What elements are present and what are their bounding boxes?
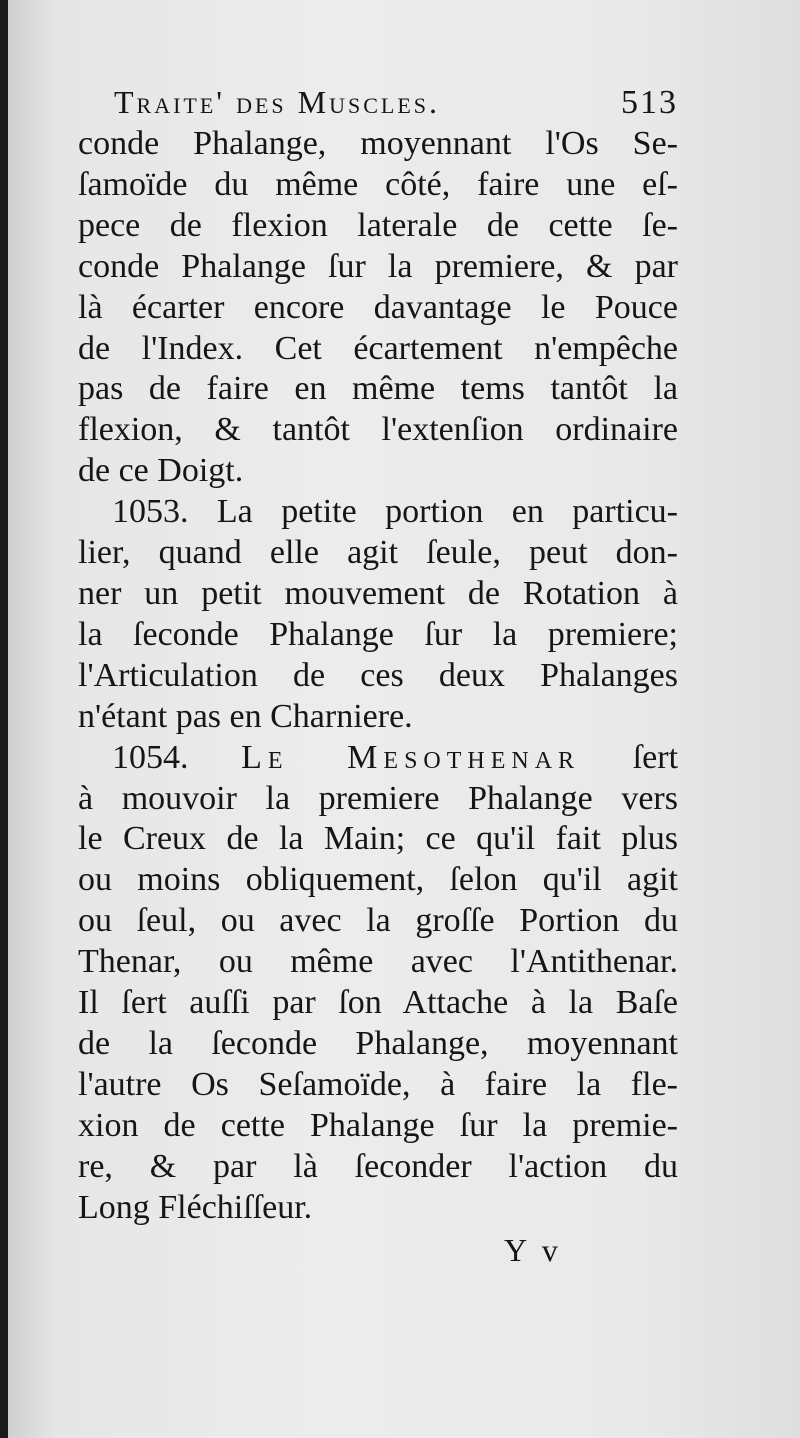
text-line: de l'Index. Cet écartement n'empêche — [78, 329, 678, 367]
text-line: 1053. La petite portion en particu- — [112, 493, 678, 531]
catchword: Y v — [504, 1232, 562, 1268]
text-line: lier, quand elle agit ſeule, peut don- — [78, 534, 678, 572]
text-line: le Creux de la Main; ce qu'il fait plus — [78, 820, 678, 858]
text-line: à mouvoir la premiere Phalange vers — [78, 779, 678, 817]
text-line: là écarter encore davantage le Pouce — [78, 288, 678, 326]
text-line: Il ſert auſſi par ſon Attache à la Baſe — [78, 984, 678, 1022]
text-line: l'autre Os Seſamoïde, à faire la fle- — [78, 1065, 678, 1103]
text-line: l'Articulation de ces deux Phalanges — [78, 656, 678, 694]
text-line: xion de cette Phalange ſur la premie- — [78, 1106, 678, 1144]
page-number: 513 — [621, 84, 678, 121]
text-line: de ce Doigt. — [78, 452, 244, 490]
text-fragment: ſert — [632, 738, 679, 776]
text-line: ner un petit mouvement de Rotation à — [78, 574, 678, 612]
text-line: pas de faire en même tems tantôt la — [78, 370, 678, 408]
text-line: conde Phalange, moyennant l'Os Se- — [78, 125, 678, 162]
text-line: conde Phalange ſur la premiere, & par — [78, 247, 678, 285]
text-line: de la ſeconde Phalange, moyennant — [78, 1024, 678, 1062]
running-title: Traite' des Muscles. — [114, 84, 441, 120]
running-header — [108, 78, 678, 128]
text-line: flexion, & tantôt l'extenſion ordinaire — [78, 411, 678, 449]
text-line: pece de flexion laterale de cette ſe- — [78, 206, 678, 244]
body-text — [78, 124, 678, 1228]
text-line: Thenar, ou même avec l'Antithenar. — [78, 943, 678, 981]
paragraph-number: 1054. — [112, 738, 189, 776]
text-line: ou moins obliquement, ſelon qu'il agit — [78, 861, 678, 899]
text-line: la ſeconde Phalange ſur la premiere; — [78, 615, 678, 653]
text-line: re, & par là ſeconder l'action du — [78, 1147, 678, 1185]
text-line: ſamoïde du même côté, faire une eſ- — [78, 165, 678, 203]
book-page — [8, 0, 800, 1438]
text-line — [78, 738, 678, 779]
text-line: n'étant pas en Charniere. — [78, 697, 413, 735]
muscle-name: Le Mesothenar — [241, 738, 581, 776]
text-line: Long Fléchiſſeur. — [78, 1188, 313, 1226]
text-line: ou ſeul, ou avec la groſſe Portion du — [78, 902, 678, 940]
